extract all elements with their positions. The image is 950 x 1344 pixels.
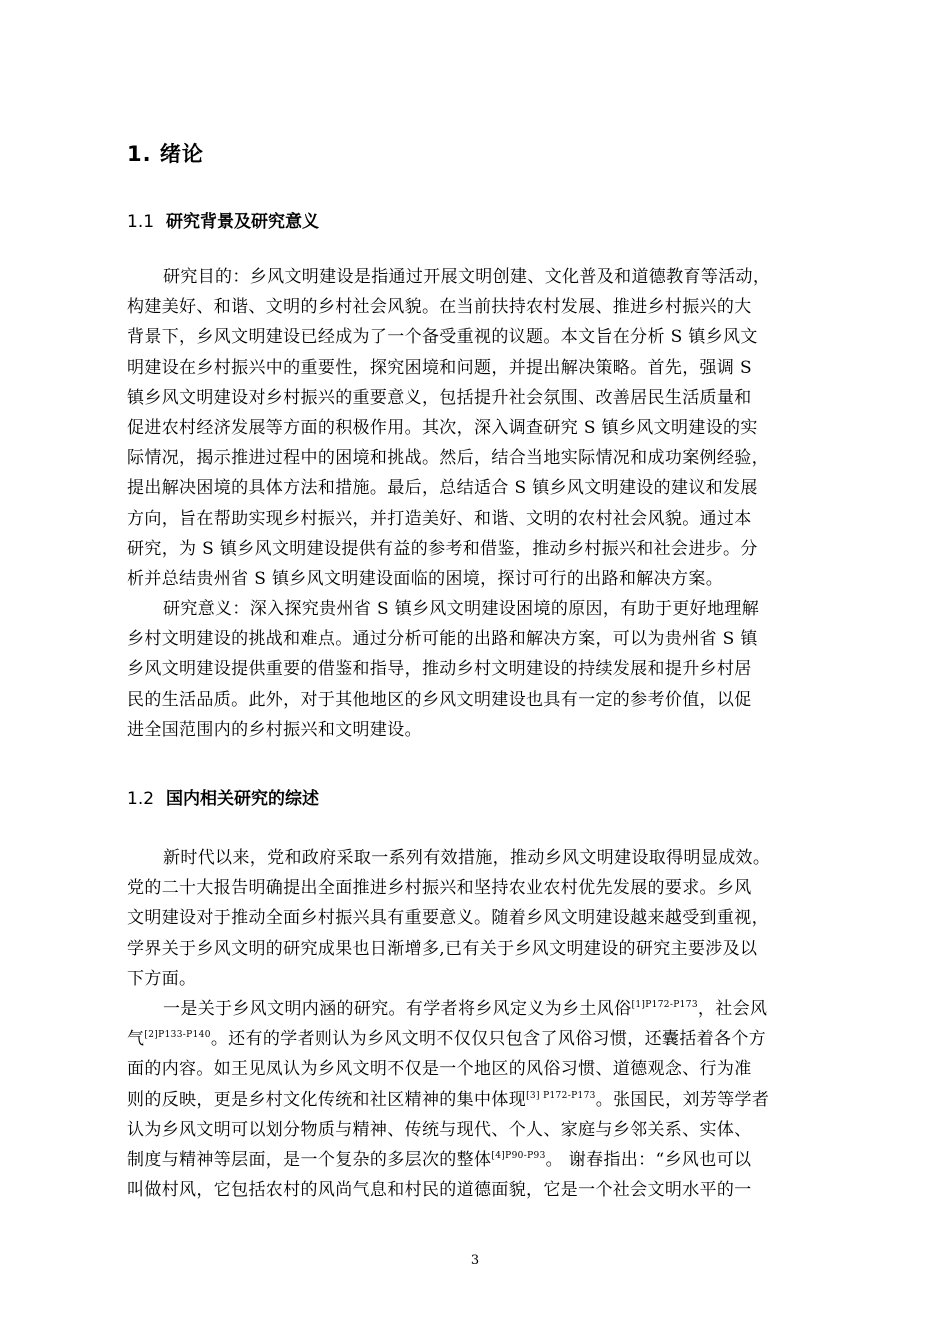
citation-ref-2: [2]P133-P140 [144,1030,211,1041]
text-run: ，社会风 [697,999,768,1019]
text-run: 。 谢春指出：“乡风也可以 [545,1150,752,1171]
text-line: 背景下，乡风文明建设已经成为了一个备受重视的议题。本文旨在分析 S 镇乡风文 [127,327,758,348]
text-line: 学界关于乡风文明的研究成果也日渐增多,已有关于乡风文明建设的研究主要涉及以 [127,938,758,959]
paragraph-research-significance [127,594,827,745]
chapter-title: 1. 绪论 [127,142,204,166]
text-line: 促进农村经济发展等方面的积极作用。其次，深入调查研究 S 镇乡风文明建设的实 [127,418,758,439]
text-line: 明建设在乡村振兴中的重要性，探究困境和问题，并提出解决策略。首先，强调 S [127,357,752,378]
text-line: 乡风文明建设提供重要的借鉴和指导，推动乡村文明建设的持续发展和提升乡村居 [127,659,752,680]
section-number: 1.2 [127,789,155,809]
citation-ref-3: [3] P172-P173 [526,1090,596,1101]
text-run: 气 [127,1029,145,1050]
paragraph-connotation-review [127,994,827,1205]
text-line: 文明建设对于推动全面乡村振兴具有重要意义。随着乡风文明建设越来越受到重视， [127,908,769,929]
citation-ref-1: [1]P172-P173 [631,1000,698,1010]
section-title-text: 国内相关研究的综述 [166,789,320,809]
text-run: 。张国民，刘芳等学者 [595,1089,770,1110]
text-line: 镇乡风文明建设对乡村振兴的重要意义，包括提升社会氛围、改善居民生活质量和 [127,387,752,408]
text-line: 研究目的：乡风文明建设是指通过开展文明创建、文化普及和道德教育等活动， [163,267,771,287]
text-line: 方向，旨在帮助实现乡村振兴，并打造美好、和谐、文明的农村社会风貌。通过本 [127,508,752,529]
citation-ref-4: [4]P90-P93 [491,1151,546,1162]
text-run: 则的反映，更是乡村文化传统和社区精神的集中体现 [127,1089,527,1110]
text-line: 党的二十大报告明确提出全面推进乡村振兴和坚持农业农村优先发展的要求。乡风 [127,878,752,899]
text-line: 提出解决困境的具体方法和措施。最后，总结适合 S 镇乡风文明建设的建议和发展 [127,478,758,499]
text-line: 研究意义：深入探究贵州省 S 镇乡风文明建设困境的原因，有助于更好地理解 [163,599,760,619]
paragraph-research-purpose [127,262,827,594]
section-number: 1.1 [127,212,155,232]
text-line: 认为乡风文明可以划分物质与精神、传统与现代、个人、家庭与乡邻关系、实体、 [127,1119,752,1140]
text-line [127,1024,827,1054]
section-heading-1-2 [127,784,319,809]
text-run: 。还有的学者则认为乡风文明不仅仅只包含了风俗习惯，还囊括着各个方 [210,1029,767,1050]
text-line [127,1085,827,1115]
paragraph-new-era [127,843,827,994]
text-line: 面的内容。如王见凤认为乡风文明不仅是一个地区的风俗习惯、道德观念、行为准 [127,1059,752,1080]
text-line: 新时代以来，党和政府采取一系列有效措施，推动乡风文明建设取得明显成效。 [163,848,771,868]
text-line: 乡村文明建设的挑战和难点。通过分析可能的出路和解决方案，可以为贵州省 S 镇 [127,629,758,650]
page-number: 3 [470,1253,480,1268]
section-heading-1-1 [127,207,319,232]
text-line: 际情况，揭示推进过程中的困境和挑战。然后，结合当地实际情况和成功案例经验， [127,448,769,469]
section-title-text: 研究背景及研究意义 [166,212,320,232]
text-line: 叫做村风，它包括农村的风尚气息和村民的道德面貌，它是一个社会文明水平的一 [127,1180,752,1201]
text-run: 制度与精神等层面，是一个复杂的多层次的整体 [127,1150,492,1171]
text-run: 一是关于乡风文明内涵的研究。有学者将乡风定义为乡土风俗 [163,999,632,1019]
text-line: 研究，为 S 镇乡风文明建设提供有益的参考和借鉴，推动乡村振兴和社会进步。分 [127,538,758,559]
text-line: 构建美好、和谐、文明的乡村社会风貌。在当前扶持农村发展、推进乡村振兴的大 [127,297,752,318]
text-line: 下方面。 [127,968,197,989]
text-line [127,1145,827,1175]
text-line: 进全国范围内的乡村振兴和文明建设。 [127,719,422,740]
text-line: 析并总结贵州省 S 镇乡风文明建设面临的困境，探讨可行的出路和解决方案。 [127,569,724,590]
text-line [127,994,827,1024]
text-line: 民的生活品质。此外，对于其他地区的乡风文明建设也具有一定的参考价值，以促 [127,689,752,710]
